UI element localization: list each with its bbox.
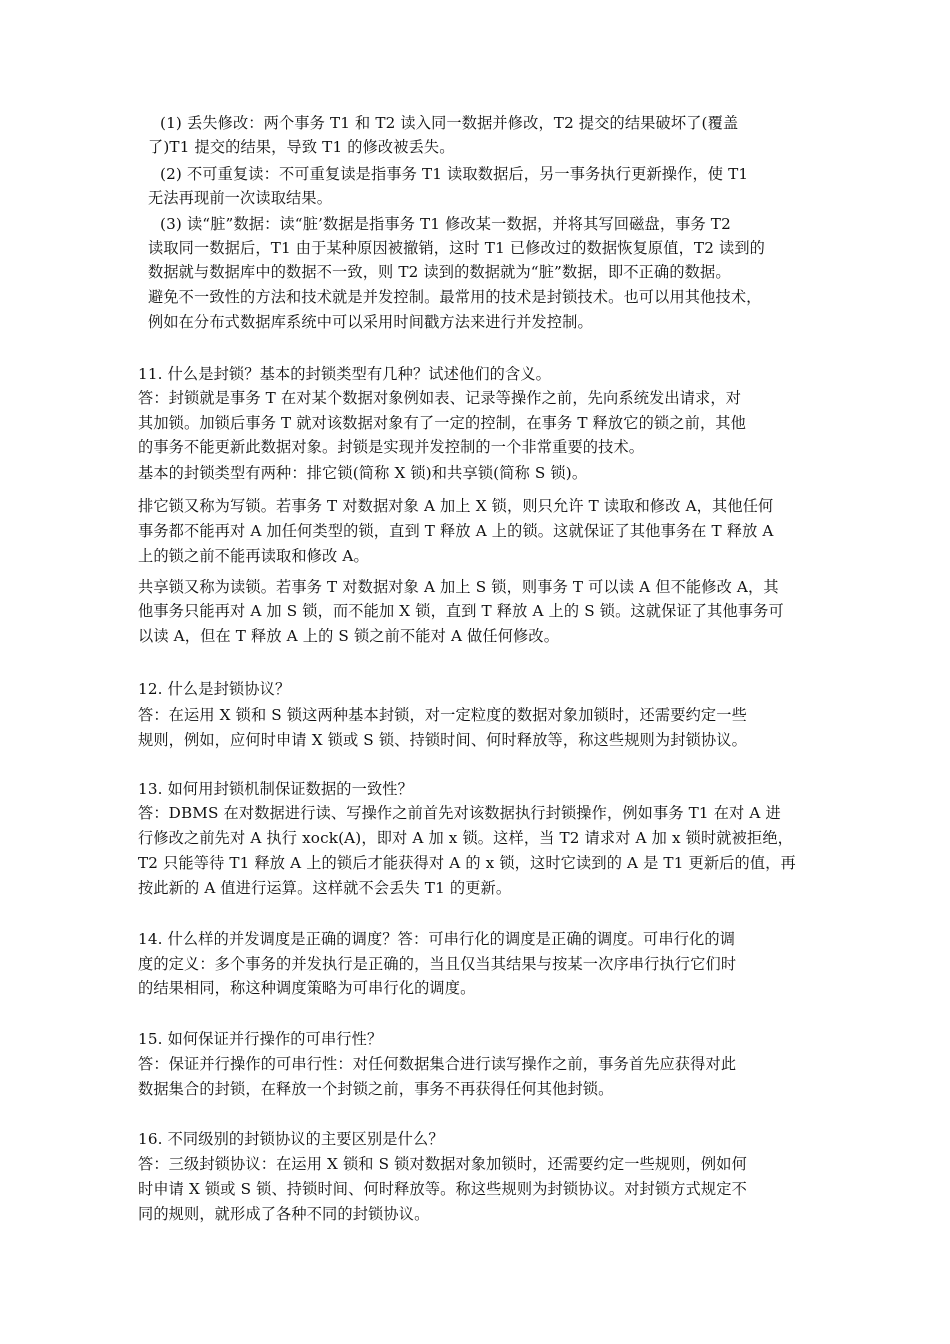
intro-line: 读取同一数据后，T1 由于某种原因被撤销，这时 T1 已修改过的数据恢复原值，T2 读到的	[148, 239, 766, 257]
answer-line: 时申请 X 锁或 S 锁、持锁时间、何时释放等。称这些规则为封锁协议。对封锁方式规定不	[138, 1180, 747, 1198]
answer-line: 其加锁。加锁后事务 T 就对该数据对象有了一定的控制，在事务 T 释放它的锁之前，其他	[138, 414, 746, 432]
question-title: 15. 如何保证并行操作的可串行性？	[138, 1030, 383, 1048]
question-title: 11. 什么是封锁？基本的封锁类型有几种？试述他们的含义。	[138, 365, 552, 383]
answer-line: 的结果相同，称这种调度策略为可串行化的调度。	[138, 979, 476, 997]
answer-line: 答：DBMS 在对数据进行读、写操作之前首先对该数据执行封锁操作，例如事务 T1 在对 A 进	[138, 804, 781, 822]
answer-line: 事务都不能再对 A 加任何类型的锁，直到 T 释放 A 上的锁。这就保证了其他事务在 T 释放 A	[138, 522, 774, 540]
answer-line: 的事务不能更新此数据对象。封锁是实现并发控制的一个非常重要的技术。	[138, 438, 645, 456]
answer-line: 以读 A，但在 T 释放 A 上的 S 锁之前不能对 A 做任何修改。	[138, 627, 560, 645]
answer-line: 上的锁之前不能再读取和修改 A。	[138, 547, 369, 565]
intro-line: 避免不一致性的方法和技术就是并发控制。最常用的技术是封锁技术。也可以用其他技术，	[148, 288, 762, 306]
answer-line: 答：保证并行操作的可串行性：对任何数据集合进行读写操作之前，事务首先应获得对此	[138, 1055, 737, 1073]
answer-line: 答：封锁就是事务 T 在对某个数据对象例如表、记录等操作之前，先向系统发出请求，对	[138, 389, 742, 407]
intro-line: (3) 读“脏”数据：读“脏’数据是指事务 T1 修改某一数据，并将其写回磁盘，事务 T2	[160, 215, 731, 233]
answer-line: 同的规则，就形成了各种不同的封锁协议。	[138, 1205, 430, 1223]
intro-line: 例如在分布式数据库系统中可以采用时间戳方法来进行并发控制。	[148, 313, 593, 331]
intro-line: (1) 丢失修改：两个事务 T1 和 T2 读入同一数据并修改，T2 提交的结果破坏了(覆盖	[160, 114, 739, 132]
intro-line: (2) 不可重复读：不可重复读是指事务 T1 读取数据后，另一事务执行更新操作，使 T1	[160, 165, 749, 183]
answer-line: 度的定义：多个事务的并发执行是正确的，当且仅当其结果与按某一次序串行执行它们时	[138, 955, 737, 973]
answer-line: 答：在运用 X 锁和 S 锁这两种基本封锁，对一定粒度的数据对象加锁时，还需要约定一些	[138, 706, 747, 724]
intro-line: 数据就与数据库中的数据不一致，则 T2 读到的数据就为“脏”数据，即不正确的数据。	[148, 263, 731, 281]
answer-line: 行修改之前先对 A 执行 xock(A)，即对 A 加 x 锁。这样，当 T2 请求对 A 加 x 锁时就被拒绝，	[138, 829, 793, 847]
intro-line: 了)T1 提交的结果，导致 T1 的修改被丢失。	[148, 138, 455, 156]
answer-line: 答：三级封锁协议：在运用 X 锁和 S 锁对数据对象加锁时，还需要约定一些规则，例如何	[138, 1155, 747, 1173]
answer-line: 按此新的 A 值进行运算。这样就不会丢失 T1 的更新。	[138, 879, 512, 897]
question-title: 16. 不同级别的封锁协议的主要区别是什么？	[138, 1130, 444, 1148]
question-title: 13. 如何用封锁机制保证数据的一致性？	[138, 780, 413, 798]
answer-line: T2 只能等待 T1 释放 A 上的锁后才能获得对 A 的 x 锁，这时它读到的 A 是 T1 更新后的值，再	[138, 854, 796, 872]
intro-line: 无法再现前一次读取结果。	[148, 189, 333, 207]
question-title: 14. 什么样的并发调度是正确的调度？答：可串行化的调度是正确的调度。可串行化的调	[138, 930, 736, 948]
answer-line: 基本的封锁类型有两种：排它锁(简称 X 锁)和共享锁(简称 S 锁)。	[138, 464, 588, 482]
answer-line: 共享锁又称为读锁。若事务 T 对数据对象 A 加上 S 锁，则事务 T 可以读 A 但不能修改 A，其	[138, 578, 779, 596]
answer-line: 规则，例如，应何时申请 X 锁或 S 锁、持锁时间、何时释放等，称这些规则为封锁协议。	[138, 731, 747, 749]
answer-line: 排它锁又称为写锁。若事务 T 对数据对象 A 加上 X 锁，则只允许 T 读取和修改 A，其他任何	[138, 497, 774, 515]
answer-line: 他事务只能再对 A 加 S 锁，而不能加 X 锁，直到 T 释放 A 上的 S 锁。这就保证了其他事务可	[138, 602, 784, 620]
answer-line: 数据集合的封锁，在释放一个封锁之前，事务不再获得任何其他封锁。	[138, 1080, 614, 1098]
question-title: 12. 什么是封锁协议？	[138, 680, 291, 698]
